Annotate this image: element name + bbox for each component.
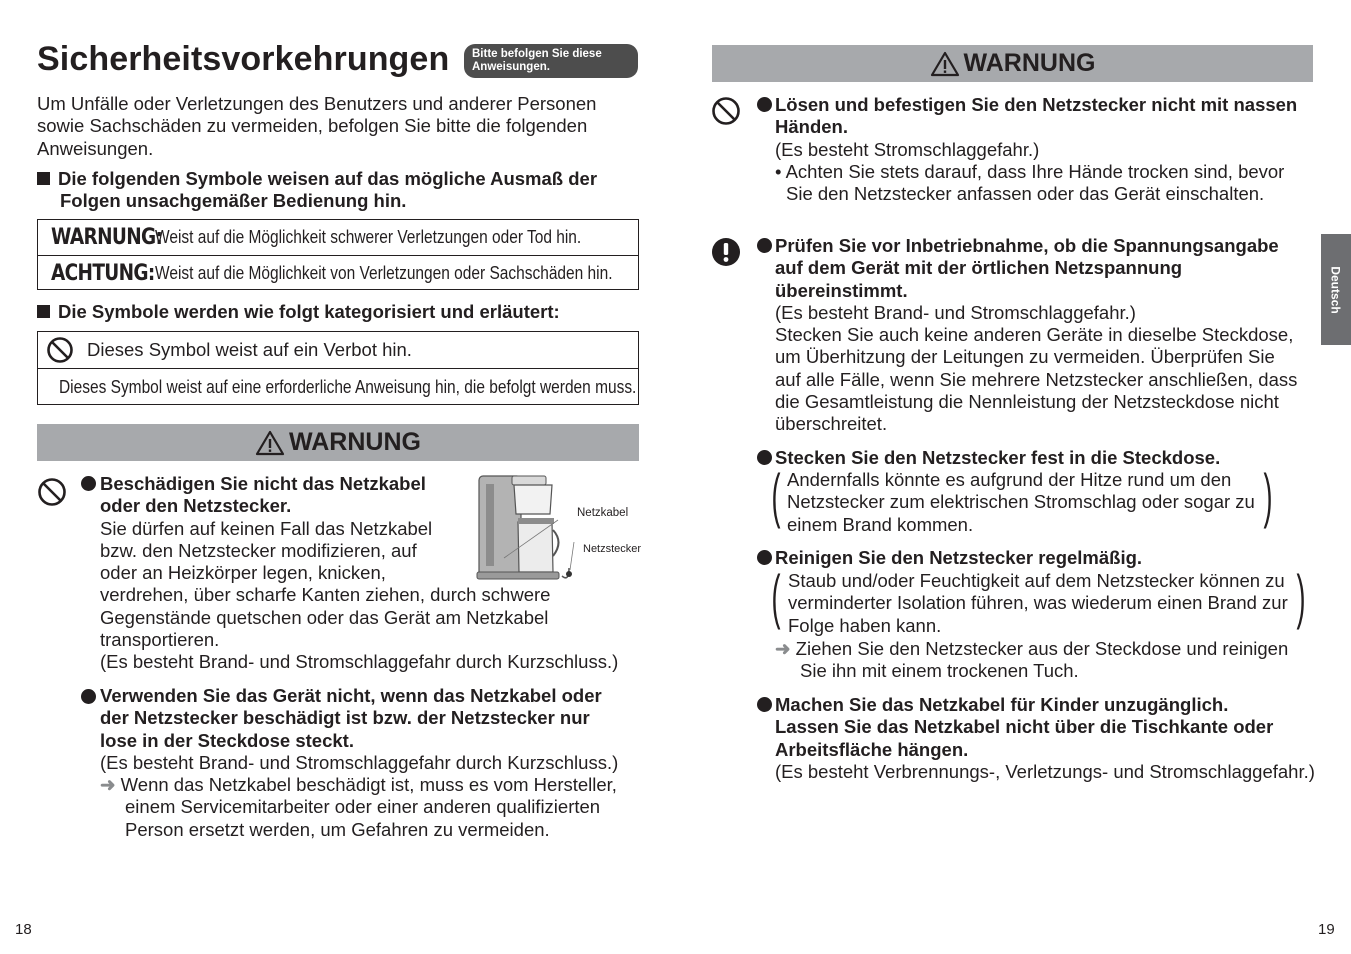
warning-item-clean-plug xyxy=(788,570,1288,637)
square-bullet-icon xyxy=(37,305,50,318)
item-text: • Achten Sie stets darauf, dass Ihre Hände trocken sind, bevor xyxy=(775,160,1285,182)
badge-line-1: Bitte befolgen Sie diese xyxy=(472,48,602,60)
item-heading: der Netzstecker beschädigt ist bzw. der Netzstecker nur xyxy=(100,707,590,729)
item-text: Andernfalls könnte es aufgrund der Hitze rund um den xyxy=(787,469,1232,490)
item-text: (Es besteht Stromschlaggefahr.) xyxy=(775,138,1040,160)
heading-line: Die Symbole werden wie folgt kategorisiert und erläutert: xyxy=(58,301,560,322)
prohibition-icon xyxy=(46,336,74,364)
prohibition-icon xyxy=(711,96,741,126)
item-text: Netzstecker zum elektrischen Stromschlag oder sogar zu xyxy=(787,491,1255,513)
item-text: überschreitet. xyxy=(775,413,888,435)
item-heading: Arbeitsfläche hängen. xyxy=(775,738,969,760)
badge-line-2: Anweisungen. xyxy=(472,60,550,73)
bullet-dot xyxy=(81,476,96,491)
item-heading: Lösen und befestigen Sie den Netzstecker nicht mit nassen xyxy=(775,94,1298,115)
bracket-open: ( xyxy=(771,563,781,630)
warning-item-damaged-plug xyxy=(100,685,618,841)
symbol-row-mandatory xyxy=(38,368,638,406)
item-text: die Gesamtleistung die Nennleistung der Netzsteckdose nicht xyxy=(775,391,1279,413)
page-title: Sicherheitsvorkehrungen xyxy=(37,40,450,78)
item-text: bzw. den Netzstecker modifizieren, auf xyxy=(100,539,417,561)
item-text: Staub und/oder Feuchtigkeit auf dem Netzstecker können zu xyxy=(788,570,1285,591)
item-text: (Es besteht Brand- und Stromschlaggefahr durch Kurzschluss.) xyxy=(100,651,619,673)
intro-paragraph xyxy=(37,93,596,160)
section-heading-symbols xyxy=(37,301,560,323)
item-text: um Überhitzung der Leitungen zu vermeiden. Überprüfen Sie xyxy=(775,346,1275,368)
prohibition-icon xyxy=(37,477,67,507)
item-text: Sie den Netzstecker anfassen oder das Gerät einschalten. xyxy=(786,183,1265,205)
item-heading: Verwenden Sie das Gerät nicht, wenn das Netzkabel oder xyxy=(100,685,602,706)
symbol-table xyxy=(37,331,639,405)
item-heading: Machen Sie das Netzkabel für Kinder unzugänglich. xyxy=(775,694,1229,715)
item-heading: übereinstimmt. xyxy=(775,279,908,301)
bracket-close: ) xyxy=(1296,563,1306,630)
item-heading: Stecken Sie den Netzstecker fest in die Steckdose. xyxy=(775,447,1221,468)
mandatory-description: Dieses Symbol weist auf eine erforderliche Anweisung hin, die befolgt werden muss. xyxy=(59,377,637,397)
warning-item-wet-hands xyxy=(775,94,1297,205)
item-heading: Lassen Sie das Netzkabel nicht über die Tischkante oder xyxy=(775,716,1274,738)
item-text: Gegenstände quetschen oder das Gerät am Netzkabel xyxy=(100,606,549,628)
caution-description: Weist auf die Möglichkeit von Verletzungen oder Sachschäden hin. xyxy=(155,263,613,283)
item-heading: Reinigen Sie den Netzstecker regelmäßig. xyxy=(775,547,1143,568)
prohibition-description: Dieses Symbol weist auf ein Verbot hin. xyxy=(87,338,412,360)
item-heading: Beschädigen Sie nicht das Netzkabel xyxy=(100,473,426,494)
severity-table xyxy=(37,219,639,290)
item-text: einem Brand kommen. xyxy=(787,513,974,535)
warning-triangle-icon xyxy=(930,51,960,77)
item-text: transportieren. xyxy=(100,629,220,651)
item-text: verminderter Isolation führen, was wiederum einen Brand zur xyxy=(788,592,1288,614)
bracket-close: ) xyxy=(1263,462,1273,529)
warning-label: WARNUNG: xyxy=(51,225,163,250)
warning-banner-title: WARNUNG xyxy=(289,428,421,456)
item-text: Stecken Sie auch keine anderen Geräte in dieselbe Steckdose, xyxy=(775,324,1294,346)
item-text: Wenn das Netzkabel beschädigt ist, muss es vom Hersteller, xyxy=(120,774,617,796)
language-tab xyxy=(1321,234,1351,345)
arrow-right-icon: ➜ xyxy=(775,638,791,659)
mandatory-action-icon xyxy=(711,237,741,267)
warning-banner-title: WARNUNG xyxy=(963,49,1096,77)
bullet-dot xyxy=(757,550,772,565)
warning-item-voltage xyxy=(775,235,1297,436)
item-heading: lose in der Steckdose steckt. xyxy=(100,729,354,751)
language-tab-label: Deutsch xyxy=(1329,265,1343,314)
page-number-left: 18 xyxy=(15,921,32,938)
warning-banner-right xyxy=(712,45,1313,82)
section-heading-levels xyxy=(37,168,597,213)
item-text: einem Servicemitarbeiter oder einer anderen qualifizierten xyxy=(125,796,601,818)
warning-description: Weist auf die Möglichkeit schwerer Verletzungen oder Tod hin. xyxy=(155,227,582,247)
instruction-badge xyxy=(464,44,638,78)
coffee-maker-illustration xyxy=(474,472,584,584)
intro-line: Anweisungen. xyxy=(37,137,154,159)
bullet-dot xyxy=(757,450,772,465)
arrow-right-icon: ➜ xyxy=(100,774,116,796)
warning-triangle-icon xyxy=(255,430,285,456)
bullet-dot xyxy=(757,238,772,253)
item-text: Folge haben kann. xyxy=(788,614,942,636)
item-text: Person ersetzt werden, um Gefahren zu vermeiden. xyxy=(125,818,550,840)
item-text: (Es besteht Verbrennungs-, Verletzungs- und Stromschlaggefahr.) xyxy=(775,760,1315,782)
heading-line: Die folgenden Symbole weisen auf das mögliche Ausmaß der xyxy=(58,168,598,189)
figure-label-netzkabel: Netzkabel xyxy=(577,507,629,519)
caution-label: ACHTUNG: xyxy=(51,261,155,286)
item-heading: Prüfen Sie vor Inbetriebnahme, ob die Spannungsangabe xyxy=(775,235,1279,256)
warning-item-children xyxy=(775,694,1315,783)
intro-line: Um Unfälle oder Verletzungen des Benutzers und anderer Personen xyxy=(37,93,597,114)
figure-label-netzstecker: Netzstecker xyxy=(583,543,642,555)
warning-item-plug-firm xyxy=(787,469,1255,536)
severity-row-caution xyxy=(38,255,638,291)
item-text: verdrehen, über scharfe Kanten ziehen, durch schwere xyxy=(100,584,551,606)
item-text: Sie ihn mit einem trockenen Tuch. xyxy=(800,660,1079,682)
item-text: Ziehen Sie den Netzstecker aus der Steckdose und reinigen xyxy=(795,638,1289,659)
item-text: Sie dürfen auf keinen Fall das Netzkabel xyxy=(100,517,433,539)
item-text: oder an Heizkörper legen, knicken, xyxy=(100,562,386,584)
item-text: (Es besteht Brand- und Stromschlaggefahr durch Kurzschluss.) xyxy=(100,751,619,773)
bullet-dot xyxy=(81,689,96,704)
item-text: (Es besteht Brand- und Stromschlaggefahr.) xyxy=(775,301,1136,323)
item-text: auf alle Fälle, wenn Sie mehrere Netzstecker anschließen, dass xyxy=(775,368,1298,390)
bullet-dot xyxy=(757,697,772,712)
bracket-open: ( xyxy=(771,462,781,529)
intro-line: sowie Sachschäden zu vermeiden, befolgen Sie bitte die folgenden xyxy=(37,115,588,137)
clean-plug-instruction xyxy=(775,638,1288,683)
item-heading: Händen. xyxy=(775,116,848,138)
bullet-dot xyxy=(757,97,772,112)
item-heading: oder den Netzstecker. xyxy=(100,495,292,517)
symbol-row-prohibition xyxy=(38,332,638,368)
page-number-right: 19 xyxy=(1318,921,1335,938)
square-bullet-icon xyxy=(37,172,50,185)
severity-row-warning xyxy=(38,220,638,255)
item-heading: auf dem Gerät mit der örtlichen Netzspannung xyxy=(775,257,1183,279)
heading-line: Folgen unsachgemäßer Bedienung hin. xyxy=(60,190,407,212)
warning-banner-left xyxy=(37,424,639,461)
